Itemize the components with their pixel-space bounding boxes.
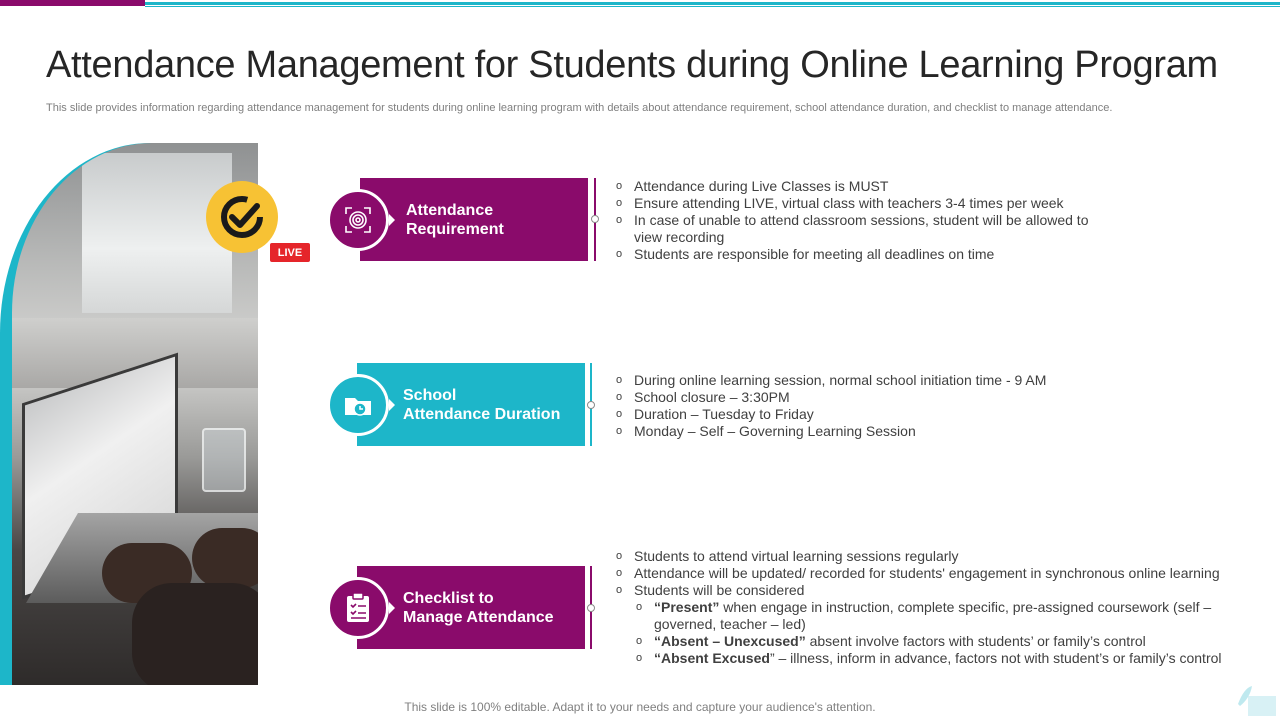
card-title-line: Attendance Duration [403,405,561,423]
checklist-list [616,548,1256,667]
sub-bullet-text: when engage in instruction, complete specific, pre-assigned coursework (self – governed, teacher – led) [654,599,1212,632]
photo-hand-right [192,528,258,588]
corner-decoration-icon [1236,684,1278,718]
card-title-line: Attendance [406,201,494,219]
sub-bullet-bold: “Absent – Unexcused” [654,633,806,649]
bullet-item: o In case of unable to attend classroom sessions, student will be allowed to view recording [616,212,1096,246]
card-title-line: Requirement [406,220,504,238]
bullet-item: o Students will be considered [616,582,1256,599]
bullet-item: o Students are responsible for meeting all deadlines on time [616,246,1096,263]
bullet-item: o During online learning session, normal school initiation time - 9 AM [616,372,1116,389]
section-divider-dot [587,401,595,409]
bullet-item: o Attendance will be updated/ recorded for students' engagement in synchronous online learning [616,565,1256,582]
card-pointer [389,602,395,614]
photo-water-glass [202,428,246,492]
bullet-item: o Students to attend virtual learning sessions regularly [616,548,1256,565]
clipboard-checklist-icon [327,577,389,639]
bullet-item: o School closure – 3:30PM [616,389,1116,406]
top-accent-bar-teal [145,2,1280,5]
card-title-line: School [403,386,457,404]
photo-sleeve [132,583,258,685]
slide-footer: This slide is 100% editable. Adapt it to your needs and capture your audience's attention. [404,700,876,714]
sub-bullet-text: ” – illness, inform in advance, factors not with student’s or family’s control [769,650,1222,666]
bullet-item: o Monday – Self – Governing Learning Session [616,423,1116,440]
sub-bullet-text: absent involve factors with students’ or family’s control [805,633,1146,649]
bullet-item: o Duration – Tuesday to Friday [616,406,1116,423]
slide-subtitle: This slide provides information regarding attendance management for students during online learning program with details about attendance requirement, school attendance duration, and checklist to manage attendance. [46,102,1113,114]
sub-bullet-item [616,650,1256,667]
card-pointer [389,214,395,226]
sub-bullet-item [616,599,1256,633]
card-title-line: Checklist to [403,589,494,607]
sub-bullet-bold: “Present” [654,599,720,615]
slide-title: Attendance Management for Students during Online Learning Program [46,44,1218,86]
top-accent-line-teal [145,6,1280,7]
section-divider-dot [591,215,599,223]
top-accent-bar-purple [0,0,145,6]
fingerprint-scan-icon [327,189,389,251]
section-divider-dot [587,604,595,612]
attendance-requirement-list [616,178,1096,263]
bullet-item: o Ensure attending LIVE, virtual class with teachers 3-4 times per week [616,195,1096,212]
folder-clock-icon [327,374,389,436]
sub-bullet-bold: “Absent Excused [654,650,770,666]
live-badge: LIVE [270,243,310,262]
bullet-item: o Attendance during Live Classes is MUST [616,178,1096,195]
card-title-line: Manage Attendance [403,608,554,626]
school-attendance-duration-list [616,372,1116,440]
card-pointer [389,399,395,411]
sub-bullet-item [616,633,1256,650]
check-badge-icon [206,181,278,253]
